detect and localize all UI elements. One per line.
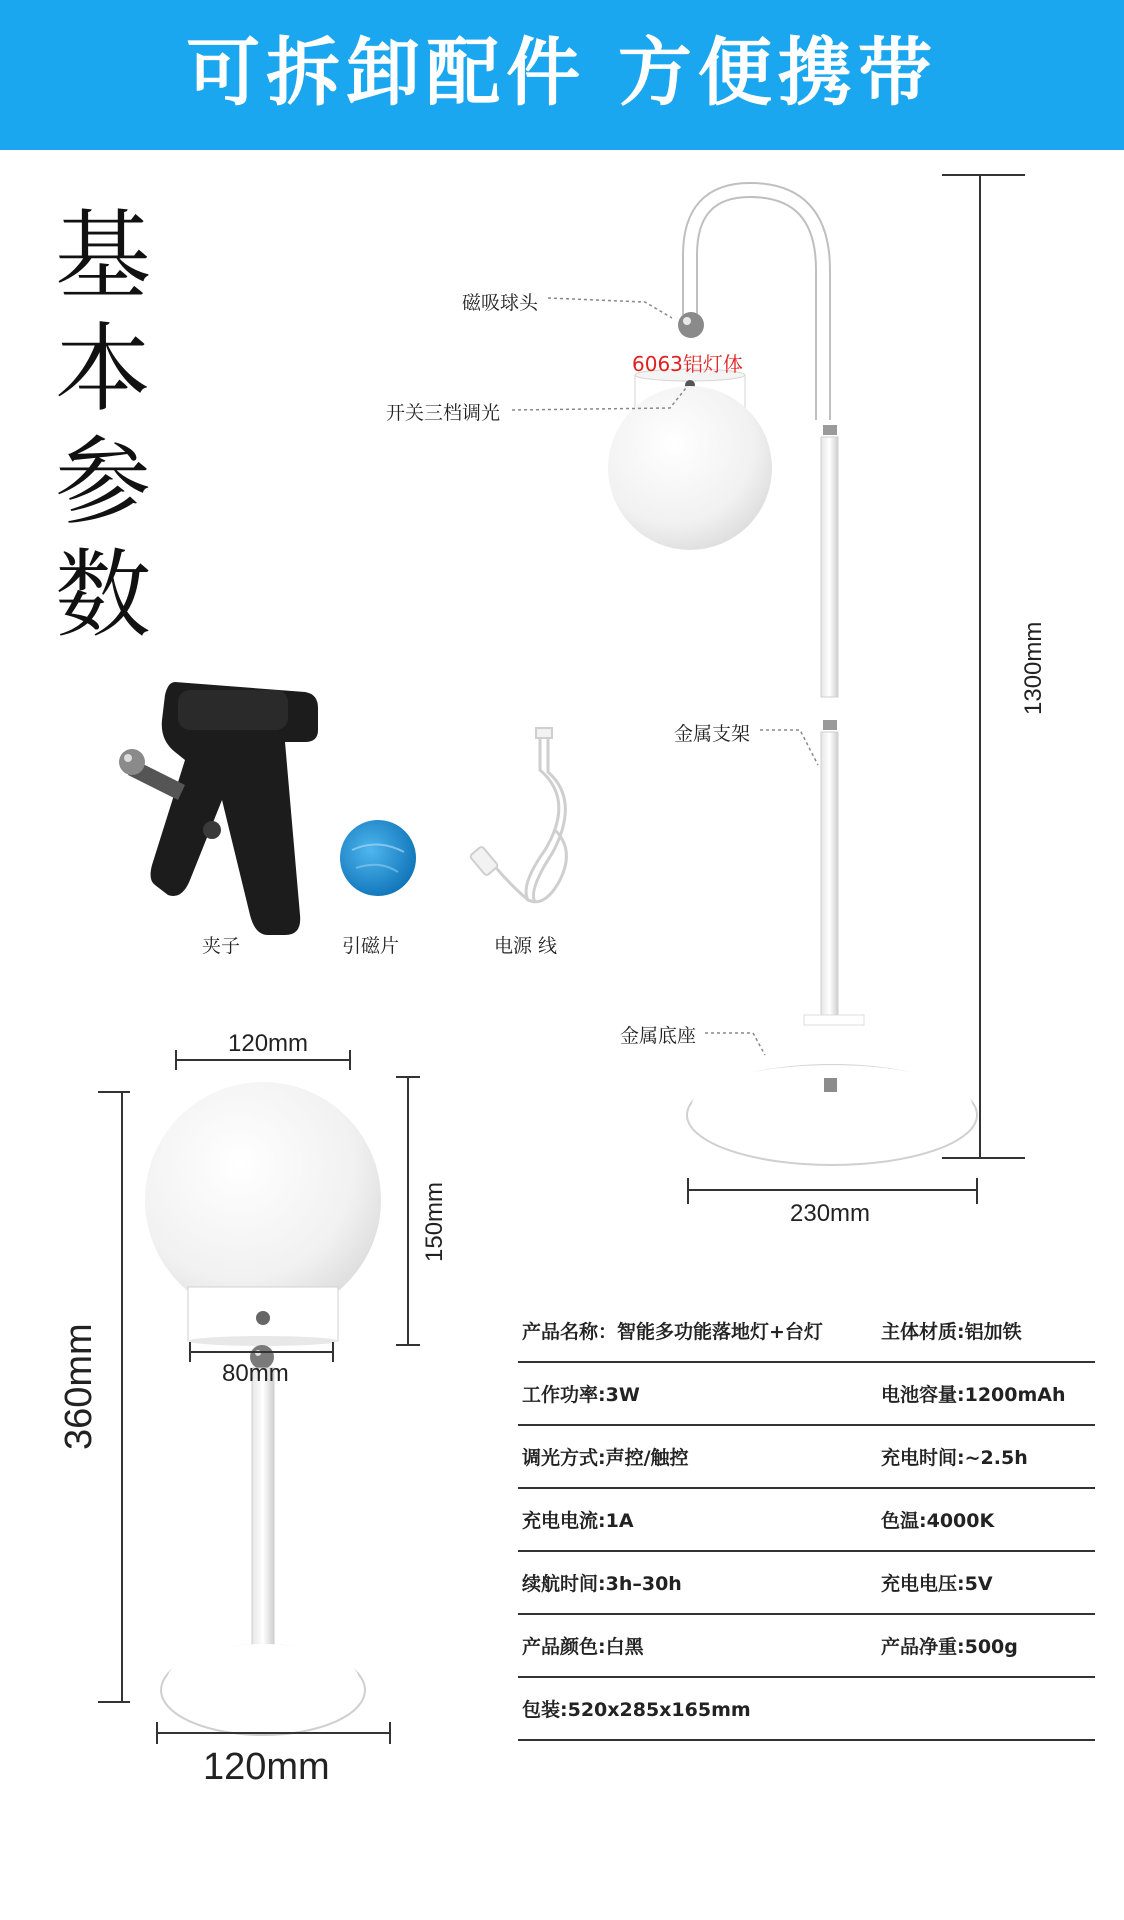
spec-cell: 充电时间:~2.5h — [881, 1447, 1028, 1469]
table-lamp-globe — [145, 1082, 381, 1318]
table-lamp-globe-height-dim: 150mm — [421, 1181, 448, 1262]
accessory-label-clip: 夹子 — [202, 935, 241, 957]
spec-cell: 续航时间:3h–30h — [522, 1573, 682, 1595]
floor-lamp-height-dim: 1300mm — [1020, 621, 1047, 715]
spec-cell: 主体材质:铝加铁 — [881, 1321, 1022, 1343]
magnetic-ball-head — [678, 312, 704, 338]
spec-cell: 充电电压:5V — [881, 1573, 993, 1595]
callout-switch: 开关三档调光 — [386, 402, 501, 424]
section-title-char: 参 — [55, 426, 151, 538]
callout-magnetic-ball: 磁吸球头 — [462, 292, 539, 314]
callout-metal-stand: 金属支架 — [674, 723, 751, 745]
spec-row — [518, 1426, 1095, 1489]
spec-cell: 色温:4000K — [881, 1510, 995, 1532]
floor-lamp — [608, 190, 977, 1165]
section-title-char: 基 — [55, 200, 151, 312]
banner-title: 可拆卸配件 方便携带 — [186, 30, 938, 116]
spec-row — [518, 1678, 1095, 1741]
spec-cell: 产品净重:500g — [881, 1636, 1018, 1658]
callout-metal-base: 金属底座 — [620, 1025, 697, 1047]
spec-row — [518, 1552, 1095, 1615]
spec-cell: 产品名称：智能多功能落地灯+台灯 — [522, 1321, 823, 1343]
table-lamp-base-dim: 120mm — [203, 1746, 330, 1788]
section-title-char: 本 — [55, 313, 151, 425]
spec-cell: 包装:520x285x165mm — [522, 1699, 751, 1721]
table-lamp-total-height-dim: 360mm — [58, 1323, 100, 1450]
magnet-disc-icon — [340, 820, 416, 896]
spec-row — [518, 1615, 1095, 1678]
spec-cell: 电池容量:1200mAh — [881, 1384, 1066, 1406]
spec-cell: 产品颜色:白黑 — [522, 1636, 644, 1658]
power-cable-icon — [470, 728, 567, 902]
spec-cell: 调光方式:声控/触控 — [522, 1447, 689, 1469]
spec-table — [518, 1300, 1095, 1741]
accessory-label-cable: 电源 线 — [494, 935, 558, 957]
section-title-char: 数 — [55, 539, 151, 651]
clip-icon — [119, 682, 318, 935]
spec-row — [518, 1489, 1095, 1552]
floor-lamp-base-dim: 230mm — [790, 1200, 871, 1227]
spec-row — [518, 1300, 1095, 1363]
spec-row — [518, 1363, 1095, 1426]
spec-cell: 工作功率:3W — [522, 1384, 640, 1406]
floor-lamp-globe — [608, 386, 772, 550]
table-lamp-collar-dim: 80mm — [222, 1360, 289, 1387]
spec-cell: 充电电流:1A — [522, 1510, 634, 1532]
accessory-label-magnet: 引磁片 — [342, 935, 400, 957]
table-lamp — [145, 1082, 381, 1735]
table-lamp-globe-width-dim: 120mm — [228, 1030, 309, 1057]
callout-lamp-body: 6063铝灯体 — [632, 352, 743, 376]
